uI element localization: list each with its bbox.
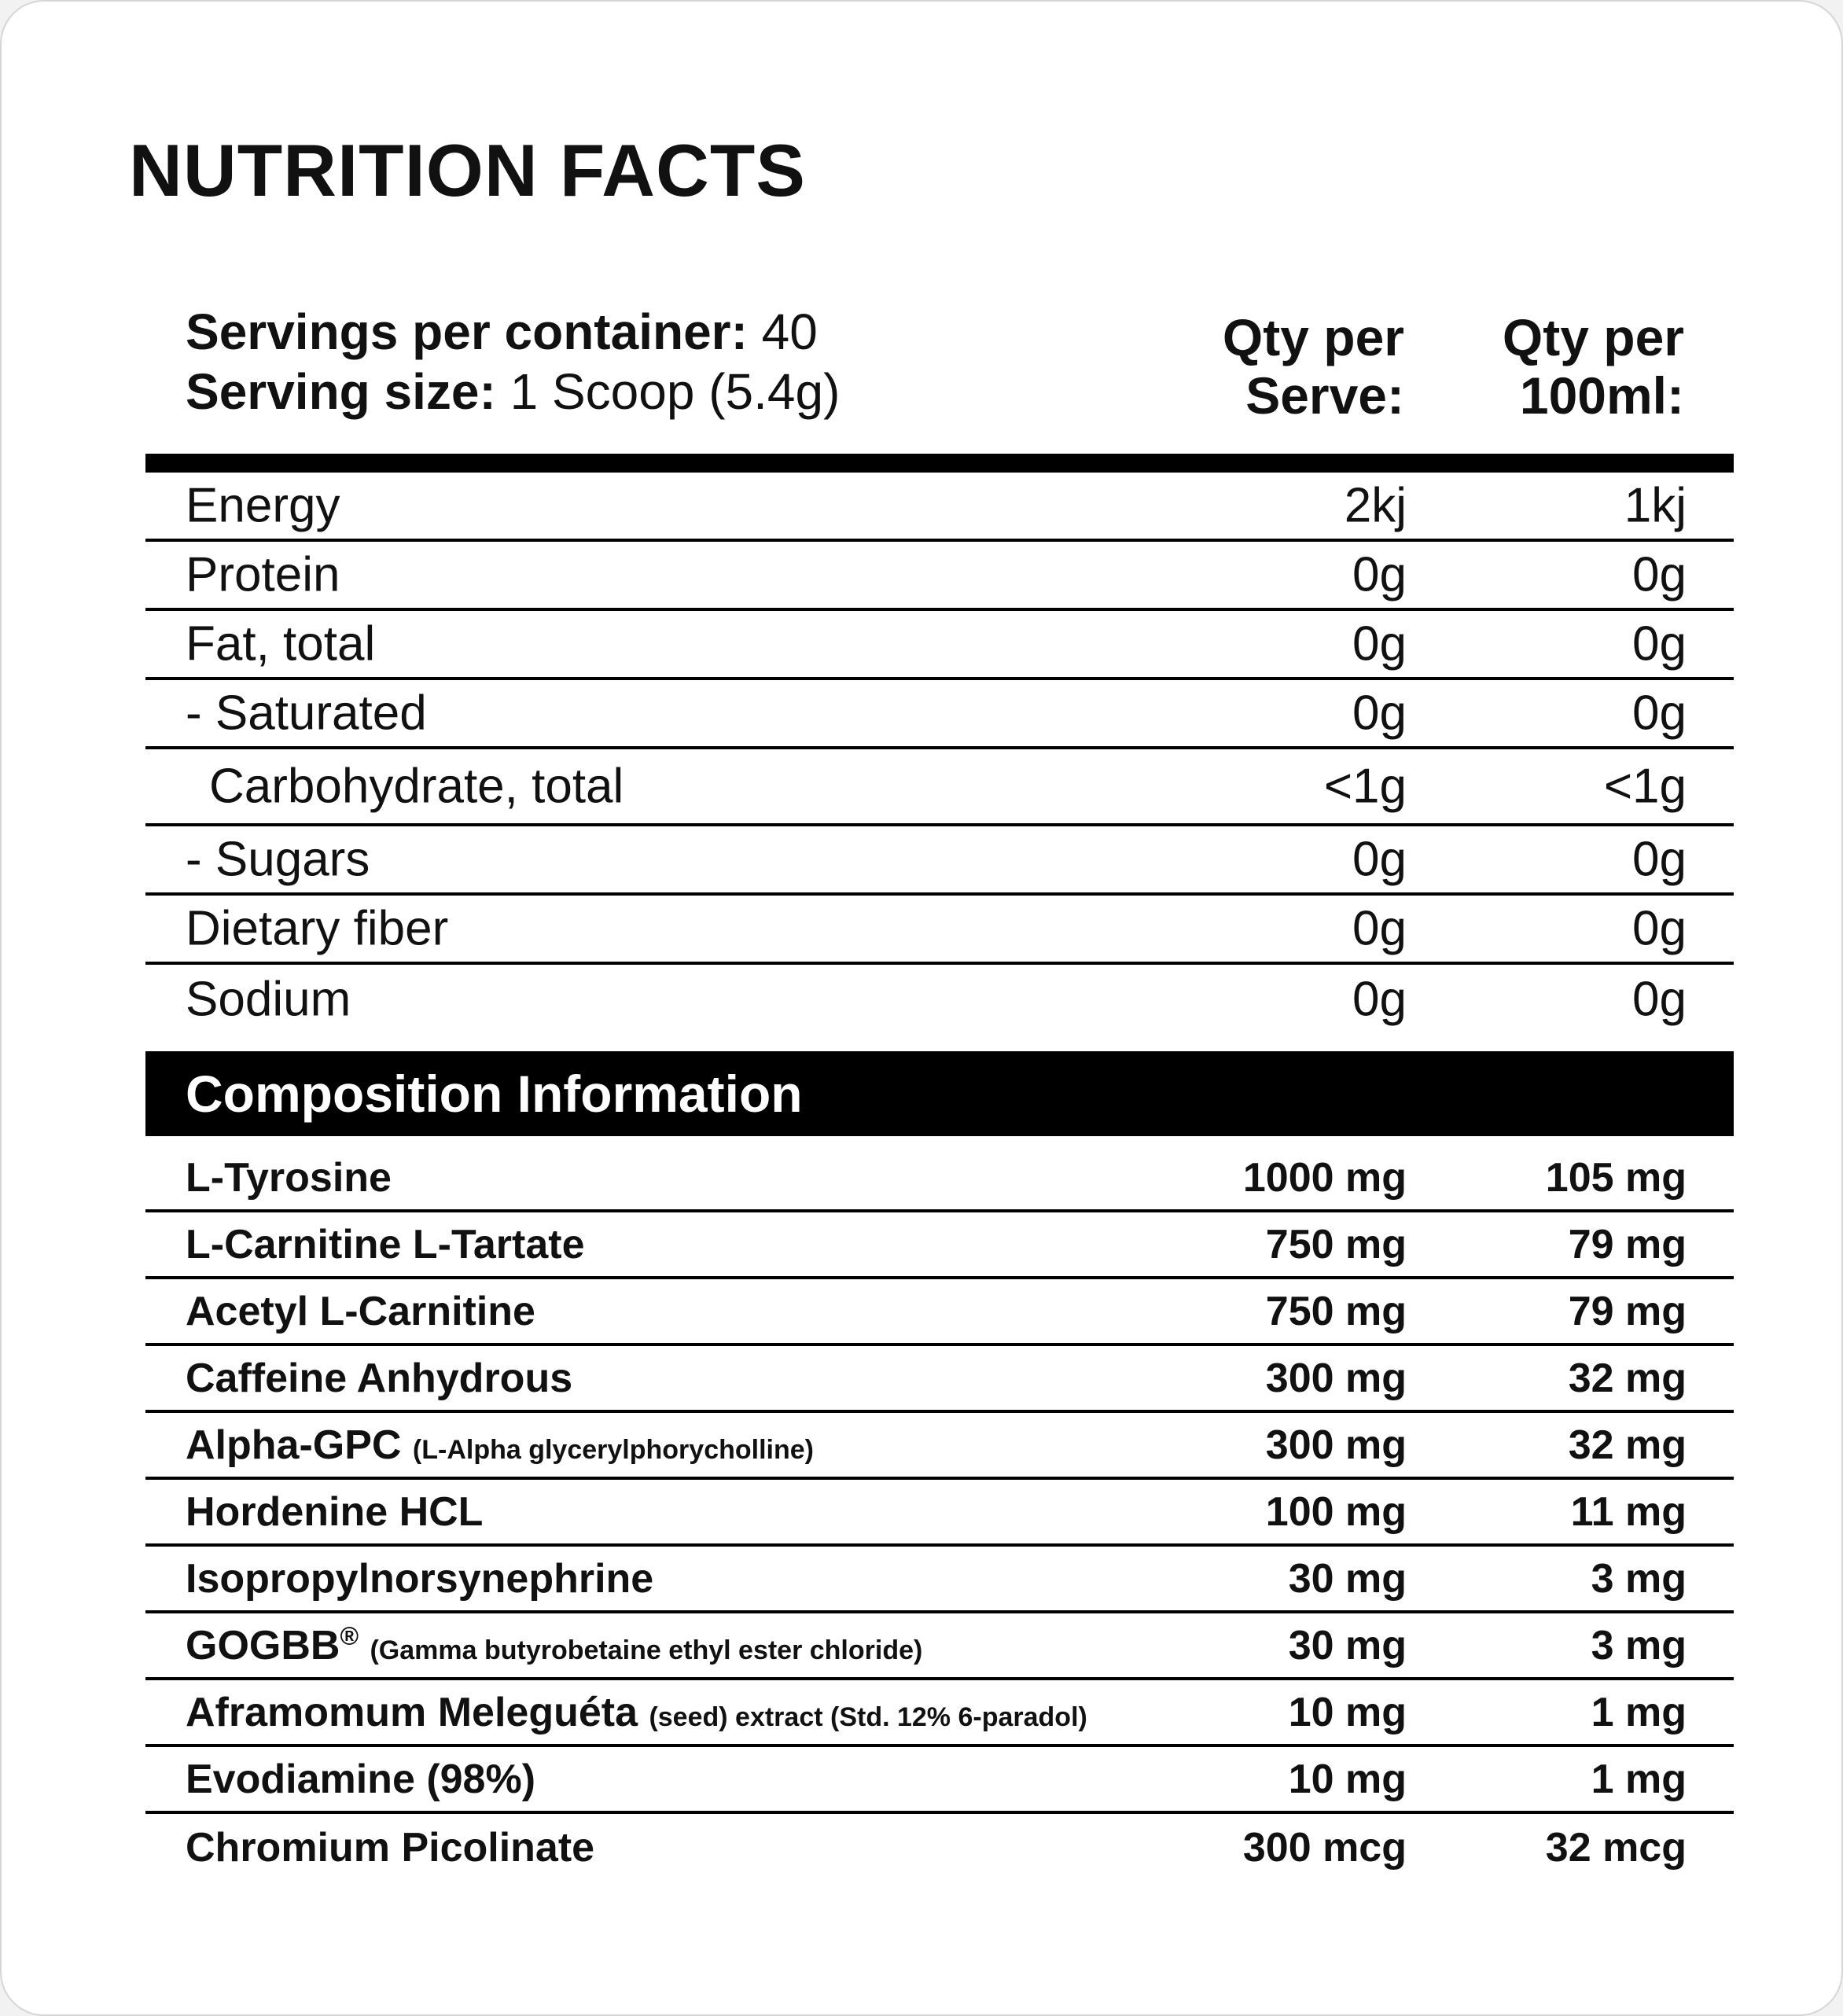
nutrient-qty-serve: <1g	[1323, 759, 1407, 814]
composition-row	[145, 1613, 1734, 1680]
ingredient-qty-serve: 1000 mg	[1242, 1154, 1407, 1201]
ingredient-qty-serve: 750 mg	[1265, 1288, 1407, 1334]
composition-header-bar	[145, 1051, 1734, 1136]
servings-per-container	[186, 302, 818, 362]
nutrient-row-carbohydrate	[145, 749, 1734, 826]
ingredient-label: Caffeine Anhydrous	[186, 1355, 573, 1401]
serving-size	[186, 362, 840, 421]
ingredient-label: L-Carnitine L-Tartate	[186, 1221, 585, 1267]
ingredient-name	[186, 1154, 392, 1201]
ingredient-qty-100ml: 32 mg	[1568, 1422, 1687, 1468]
ingredient-qty-serve: 30 mg	[1288, 1555, 1407, 1602]
ingredient-qty-100ml: 1 mg	[1591, 1756, 1687, 1802]
column-header-per-serve-line1: Qty per	[1222, 308, 1404, 366]
ingredient-name	[186, 1555, 653, 1602]
composition-row	[145, 1814, 1734, 1881]
ingredient-name	[186, 1824, 594, 1871]
page-title: NUTRITION FACTS	[129, 129, 806, 212]
ingredient-qty-100ml: 11 mg	[1570, 1488, 1687, 1535]
nutrient-qty-100ml: 1kj	[1624, 478, 1687, 533]
ingredient-qty-serve: 100 mg	[1265, 1488, 1407, 1535]
ingredient-note: (L-Alpha glycerylphorycholline)	[412, 1434, 814, 1465]
column-header-per-100ml-line2: 100ml:	[1519, 366, 1684, 425]
nutrient-qty-serve: 0g	[1352, 616, 1407, 671]
ingredient-name	[186, 1756, 535, 1803]
nutrient-row-dietary-fiber	[145, 896, 1734, 965]
nutrient-qty-100ml: 0g	[1632, 547, 1687, 602]
ingredient-label: Isopropylnorsynephrine	[186, 1555, 654, 1602]
nutrient-name: Dietary fiber	[186, 901, 449, 956]
composition-title: Composition Information	[186, 1065, 803, 1123]
composition-row	[145, 1279, 1734, 1346]
nutrient-row-sodium	[145, 965, 1734, 1034]
ingredient-label: L-Tyrosine	[186, 1154, 392, 1201]
ingredient-note: (Gamma butyrobetaine ethyl ester chloride)	[370, 1635, 923, 1665]
ingredient-qty-serve: 10 mg	[1288, 1689, 1407, 1735]
nutrient-row-saturated	[145, 680, 1734, 749]
composition-row	[145, 1680, 1734, 1747]
nutrient-name: Carbohydrate, total	[209, 759, 624, 814]
nutrient-qty-100ml: 0g	[1632, 832, 1687, 887]
ingredient-qty-serve: 300 mcg	[1242, 1824, 1407, 1871]
nutrient-row-protein	[145, 542, 1734, 611]
nutrient-name: Energy	[186, 478, 340, 533]
ingredient-qty-serve: 300 mg	[1265, 1355, 1407, 1401]
ingredient-label: Evodiamine (98%)	[186, 1756, 536, 1802]
column-header-per-100ml-line1: Qty per	[1502, 308, 1684, 366]
ingredient-qty-100ml: 3 mg	[1591, 1555, 1687, 1602]
nutrient-qty-serve: 0g	[1352, 686, 1407, 741]
serving-size-label: Serving size:	[186, 363, 496, 420]
composition-row	[145, 1413, 1734, 1480]
composition-row	[145, 1146, 1734, 1212]
nutrient-name: - Sugars	[186, 832, 370, 887]
nutrient-name: Fat, total	[186, 616, 376, 671]
ingredient-name	[186, 1422, 814, 1469]
nutrient-qty-serve: 2kj	[1344, 478, 1407, 533]
nutrient-name: - Saturated	[186, 686, 427, 741]
servings-per-container-label: Servings per container:	[186, 304, 748, 360]
nutrient-name: Sodium	[186, 972, 351, 1027]
composition-row	[145, 1480, 1734, 1547]
ingredient-label: GOGBB	[186, 1622, 340, 1668]
composition-row	[145, 1747, 1734, 1814]
column-header-per-100ml	[1503, 308, 1684, 425]
ingredient-qty-100ml: 3 mg	[1591, 1622, 1687, 1668]
ingredient-qty-serve: 30 mg	[1288, 1622, 1407, 1668]
ingredient-name	[186, 1355, 572, 1402]
column-header-per-serve	[1223, 308, 1404, 425]
ingredient-label: Alpha-GPC	[186, 1422, 402, 1468]
nutrient-qty-100ml: 0g	[1632, 972, 1687, 1027]
ingredient-qty-100ml: 79 mg	[1568, 1288, 1687, 1334]
nutrient-row-energy	[145, 473, 1734, 542]
ingredient-label: Hordenine HCL	[186, 1488, 484, 1535]
ingredient-name	[186, 1221, 585, 1268]
servings-per-container-value: 40	[761, 304, 818, 360]
ingredient-qty-100ml: 105 mg	[1545, 1154, 1687, 1201]
ingredient-qty-100ml: 32 mcg	[1545, 1824, 1687, 1871]
nutrient-name: Protein	[186, 547, 340, 602]
ingredient-name	[186, 1622, 922, 1669]
composition-row	[145, 1346, 1734, 1413]
ingredient-qty-serve: 750 mg	[1265, 1221, 1407, 1267]
ingredient-qty-100ml: 1 mg	[1591, 1689, 1687, 1735]
ingredient-qty-100ml: 79 mg	[1568, 1221, 1687, 1267]
nutrient-qty-100ml: 0g	[1632, 901, 1687, 956]
nutrient-qty-100ml: 0g	[1632, 616, 1687, 671]
ingredient-label: Acetyl L-Carnitine	[186, 1288, 535, 1334]
nutrient-row-fat-total	[145, 611, 1734, 680]
ingredient-name	[186, 1288, 535, 1335]
ingredient-label: Aframomum Meleguéta	[186, 1689, 638, 1735]
column-header-per-serve-line2: Serve:	[1245, 366, 1404, 425]
ingredient-note: (seed) extract (Std. 12% 6-paradol)	[649, 1701, 1087, 1732]
nutrient-qty-100ml: <1g	[1603, 759, 1687, 814]
composition-row	[145, 1212, 1734, 1279]
ingredient-name	[186, 1488, 483, 1536]
serving-size-value: 1 Scoop (5.4g)	[509, 363, 841, 420]
composition-table	[145, 1146, 1734, 1881]
nutrient-qty-serve: 0g	[1352, 972, 1407, 1027]
header-divider	[145, 454, 1734, 473]
registered-mark: ®	[340, 1621, 359, 1650]
ingredient-name	[186, 1689, 1087, 1736]
nutrient-qty-serve: 0g	[1352, 547, 1407, 602]
nutrient-table	[145, 473, 1734, 1034]
nutrient-qty-serve: 0g	[1352, 901, 1407, 956]
ingredient-qty-serve: 300 mg	[1265, 1422, 1407, 1468]
ingredient-qty-serve: 10 mg	[1288, 1756, 1407, 1802]
nutrient-qty-100ml: 0g	[1632, 686, 1687, 741]
composition-row	[145, 1547, 1734, 1613]
nutrient-qty-serve: 0g	[1352, 832, 1407, 887]
ingredient-qty-100ml: 32 mg	[1568, 1355, 1687, 1401]
ingredient-label: Chromium Picolinate	[186, 1824, 595, 1871]
nutrient-row-sugars	[145, 826, 1734, 896]
